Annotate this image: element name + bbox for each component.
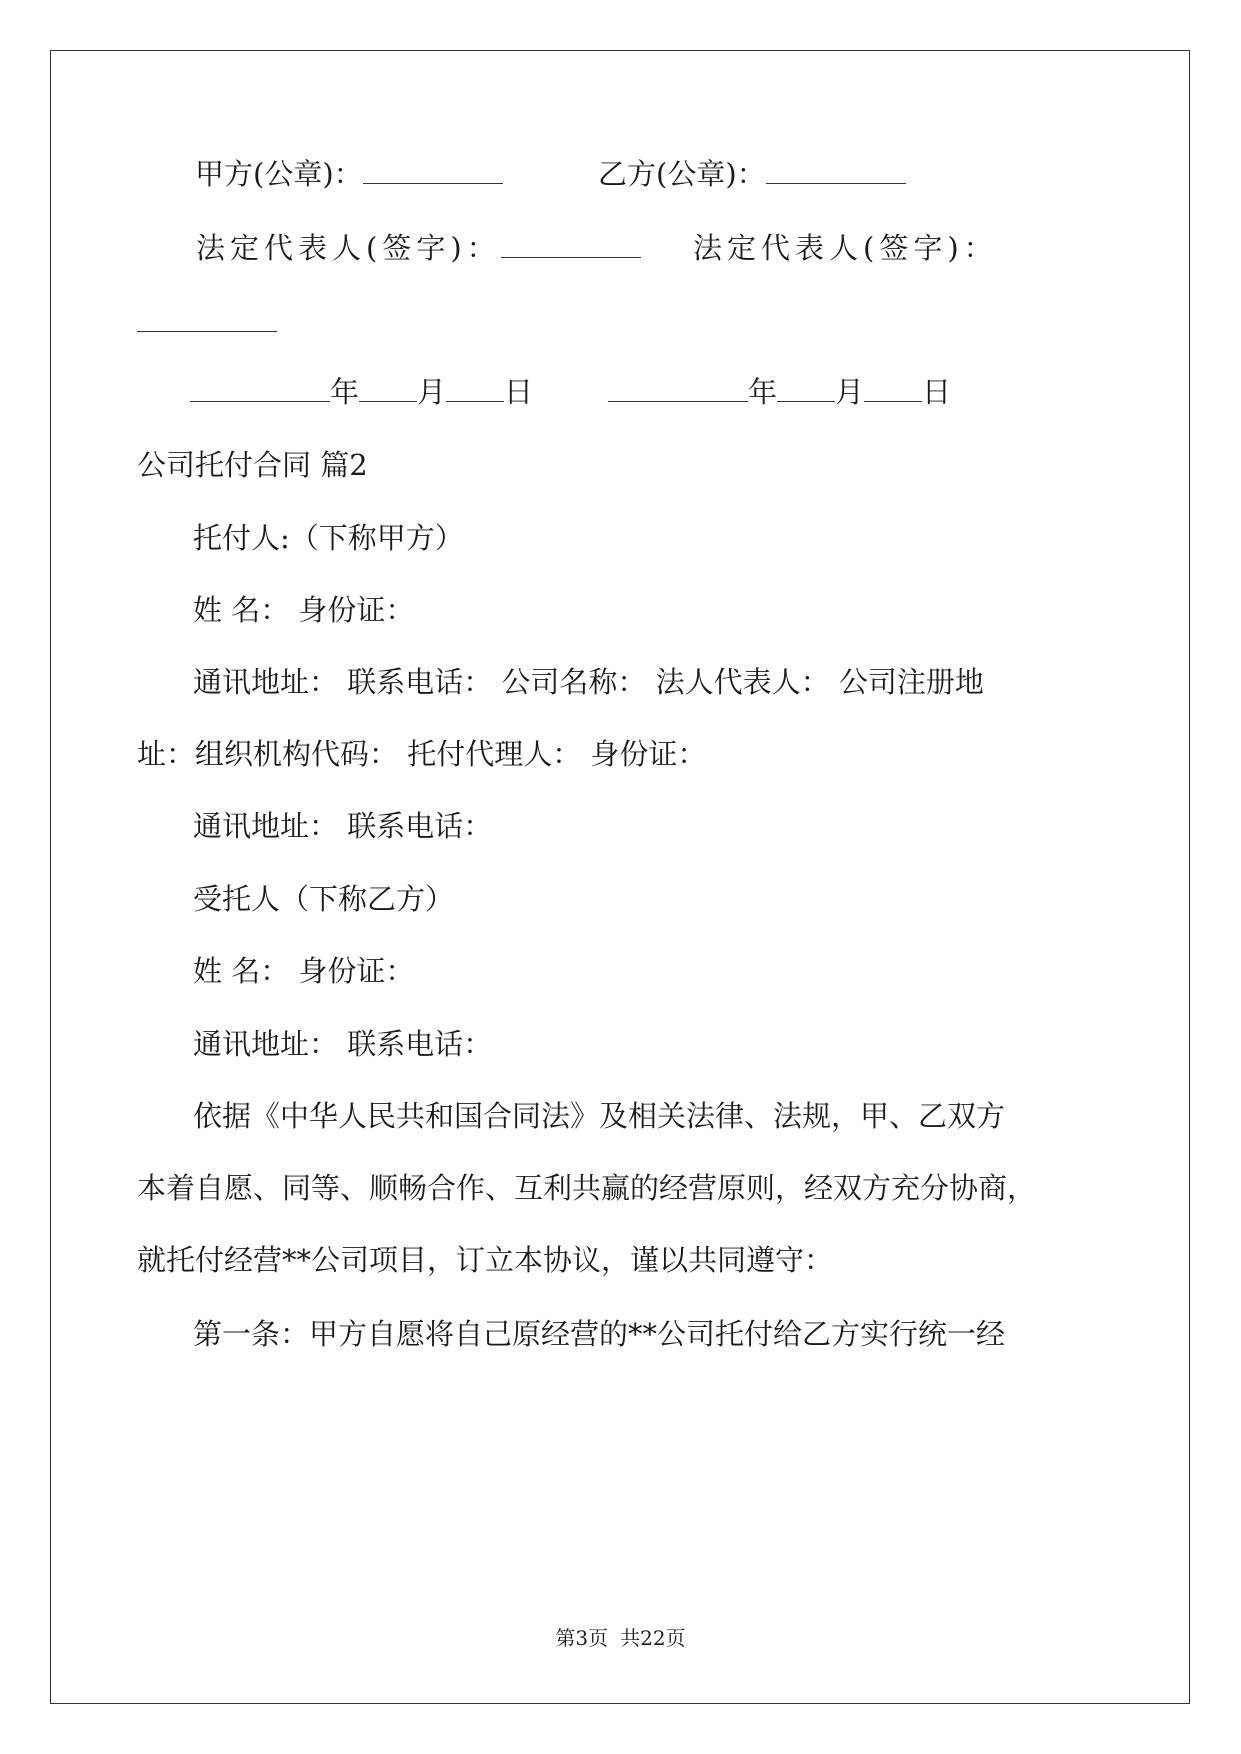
name-id-line: 姓 名： 身份证：: [193, 593, 415, 627]
article-1-line: 第一条：甲方自愿将自己原经营的**公司托付给乙方实行统一经: [193, 1317, 1006, 1351]
date-a-month: 月: [417, 375, 447, 409]
date-b-day: 日: [922, 375, 952, 409]
date-a-day-blank: [446, 375, 504, 402]
legal-rep-b-blank: [137, 305, 277, 332]
legal-rep-a-blank: [501, 231, 641, 258]
date-a-year: 年: [330, 375, 360, 409]
legal-rep-a-label: 法定代表人(签字)：: [196, 231, 501, 265]
legal-rep-b-line: [693, 228, 998, 268]
contact-line-cont: 址：组织机构代码： 托付代理人： 身份证：: [137, 737, 707, 771]
section-title: 公司托付合同 篇2: [137, 448, 368, 482]
date-b-day-blank: [864, 375, 922, 402]
date-a-day: 日: [504, 375, 534, 409]
date-a-year-blank: [190, 375, 330, 402]
date-b-year: 年: [748, 375, 778, 409]
legal-rep-b-label: 法定代表人(签字)：: [693, 231, 998, 265]
basis-line-3: 就托付经营**公司项目，订立本协议，谨以共同遵守：: [137, 1243, 834, 1277]
party-b-seal-blank: [766, 157, 906, 184]
party-b-seal-label: 乙方(公章)：: [598, 157, 766, 191]
date-b-month-blank: [777, 375, 835, 402]
party-a-seal-line: [195, 154, 503, 194]
party-a-seal-label: 甲方(公章)：: [195, 157, 363, 191]
party-b-seal-line: [598, 154, 906, 194]
party-a-seal-blank: [363, 157, 503, 184]
trustee-name-id-line: 姓 名： 身份证：: [193, 954, 415, 988]
date-a-month-blank: [359, 375, 417, 402]
date-a-line: [190, 372, 533, 412]
date-b-line: [608, 372, 951, 412]
basis-line-1: 依据《中华人民共和国合同法》及相关法律、法规，甲、乙双方: [193, 1099, 1006, 1133]
entrustor-line: 托付人:（下称甲方）: [193, 521, 464, 555]
agent-contact-line: 通讯地址： 联系电话：: [193, 809, 493, 843]
date-b-month: 月: [835, 375, 865, 409]
page-footer: [0, 1625, 1241, 1651]
trustee-line: 受托人（下称乙方）: [193, 882, 455, 916]
page-number: 第3页: [555, 1626, 609, 1650]
legal-rep-a-line: [196, 228, 641, 268]
page-total: 共22页: [620, 1626, 686, 1650]
date-b-year-blank: [608, 375, 748, 402]
legal-rep-b-blank-line: [137, 302, 277, 342]
trustee-contact-line: 通讯地址： 联系电话：: [193, 1027, 493, 1061]
basis-line-2: 本着自愿、同等、顺畅合作、互利共赢的经营原则，经双方充分协商，: [137, 1171, 1037, 1205]
page-border: [50, 50, 1190, 1704]
contact-line: 通讯地址： 联系电话： 公司名称： 法人代表人： 公司注册地: [193, 665, 984, 699]
